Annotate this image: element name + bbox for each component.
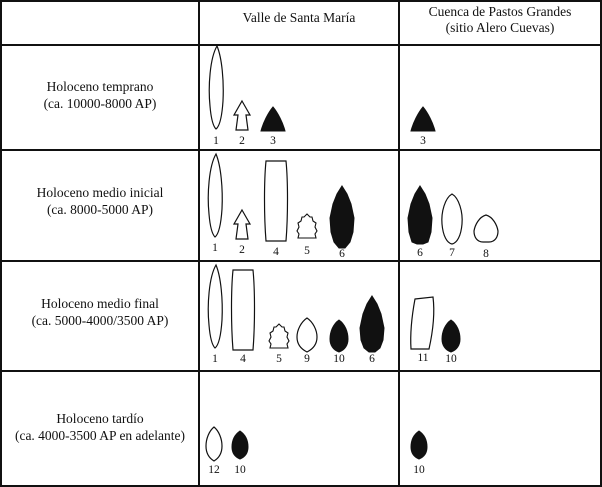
period-name: Holoceno medio final	[41, 296, 159, 311]
column-header-pastos-grandes	[400, 4, 600, 36]
period-name: Holoceno medio inicial	[36, 185, 164, 200]
point-number: 10	[445, 353, 457, 365]
point-number: 2	[239, 244, 245, 256]
period-name: Holoceno tardío	[56, 411, 144, 426]
point-number: 3	[270, 135, 276, 147]
point-number: 11	[417, 352, 429, 364]
period-range: (ca. 10000-8000 AP)	[43, 96, 157, 111]
point-number: 6	[339, 248, 345, 260]
point-number: 3	[420, 135, 426, 147]
column-header-santa-maria: Valle de Santa María	[242, 10, 356, 25]
point-number: 5	[276, 353, 282, 365]
point-number: 12	[208, 464, 220, 476]
point-number: 10	[413, 464, 425, 476]
point-number: 8	[483, 248, 489, 260]
point-number: 4	[240, 353, 246, 365]
point-number: 6	[369, 353, 375, 365]
point-number: 7	[449, 247, 455, 259]
row-divider-3	[0, 370, 602, 372]
point-number: 1	[213, 135, 219, 147]
point-number: 2	[239, 135, 245, 147]
column-divider-2	[398, 0, 400, 487]
table-border-top	[0, 0, 602, 2]
row-divider-header	[0, 44, 602, 46]
column-header-pastos-grandes-line2: (sitio Alero Cuevas)	[445, 20, 555, 35]
column-header-pastos-grandes-line1: Cuenca de Pastos Grandes	[428, 4, 572, 19]
period-range: (ca. 4000-3500 AP en adelante)	[14, 428, 186, 443]
period-range: (ca. 8000-5000 AP)	[46, 202, 154, 217]
point-number: 6	[417, 247, 423, 259]
row-label-holoceno-medio-inicial	[2, 184, 198, 218]
row-label-holoceno-medio-final	[2, 295, 198, 329]
period-range: (ca. 5000-4000/3500 AP)	[31, 313, 169, 328]
point-number: 1	[212, 353, 218, 365]
point-number: 10	[234, 464, 246, 476]
period-name: Holoceno temprano	[46, 79, 154, 94]
point-number: 4	[273, 246, 279, 258]
row-label-holoceno-tardio	[2, 410, 198, 444]
point-number: 5	[304, 245, 310, 257]
point-number: 1	[212, 242, 218, 254]
point-number: 10	[333, 353, 345, 365]
point-number: 9	[304, 353, 310, 365]
row-divider-2	[0, 260, 602, 262]
row-divider-1	[0, 149, 602, 151]
row-label-holoceno-temprano	[2, 78, 198, 112]
